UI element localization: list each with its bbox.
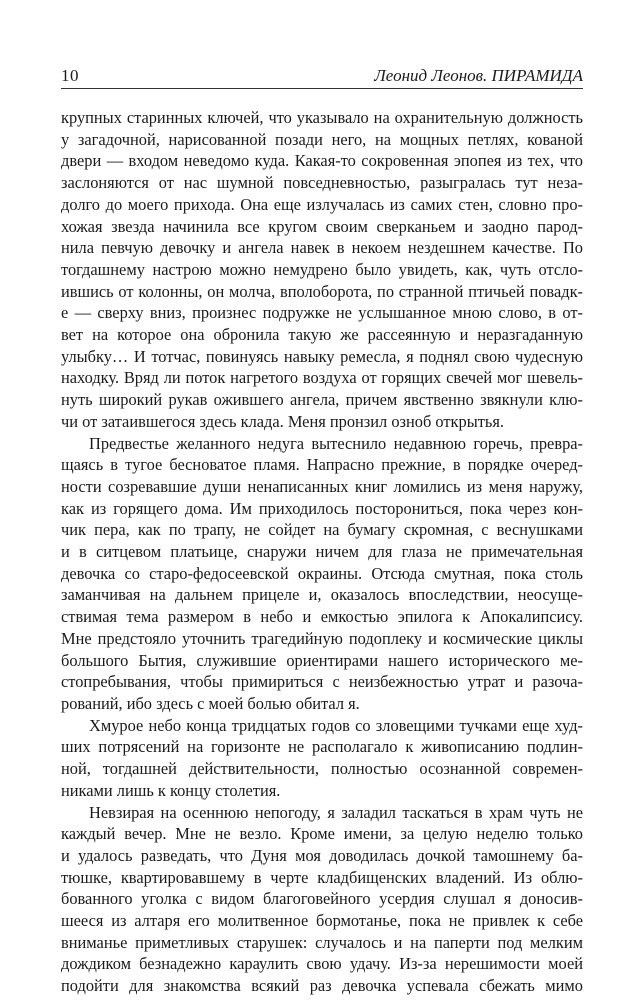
text-line: и удалось разведать, что Дуня моя доводилась дочкой тамошнему ба- [61,845,583,865]
text-line: хожая звезда начинила все кругом своим сверканьем и заодно парод- [61,216,583,236]
text-line: нуть широкий рукав ожившего ангела, причем явственно звякнули клю- [61,390,583,410]
text-line: девочка со старо-федосеевской окраины. Отсюда смутная, пока столь [61,563,583,583]
text-line: вниманье приметливых старушек: случалось и на паперти под мелким [61,932,583,952]
text-line: Невзирая на осеннюю непогоду, я заладил таскаться в храм чуть не [89,802,583,822]
text-line: ной, тогдашней действительности, полностью осознанной современ- [61,759,583,779]
text-line: крупных старинных ключей, что указывало на охранительную должность [61,108,583,127]
text-line: е — сверху вниз, произнес подружке не услышанное мною слово, в от- [61,303,583,323]
page-number: 10 [61,66,79,85]
text-line: Мне предстояло уточнить трагедийную подоплеку и космические циклы [61,628,583,648]
text-line: ившись от колонны, он молча, вполоборота, по странной птичьей повадк- [61,281,583,301]
text-line: бованного уголка с видом благоговейного усердия слушал я доносив- [61,889,583,909]
text-line: ствимая тема размером в небо и емкостью эпилога к Апокалипсису. [61,607,583,627]
text-line: тюшке, квартировавшему в черте кладбищенских владений. Из облю- [61,867,583,887]
text-line: и в ситцевом платьице, снаружи ничем для глаза не примечательная [61,542,583,562]
text-line: Хмурое небо конца тридцатых годов со зловещими тучками еще худ- [89,715,583,735]
text-line: большого Бытия, служившие ориентирами нашего исторического ме- [61,650,583,670]
book-page [61,0,583,1000]
text-line: нила певчую девочку и ангела навек в некоем нездешнем качестве. По [61,238,583,258]
body-text [61,107,583,997]
text-line: ности созревавшие души ненаписанных книг ломились из меня наружу, [61,476,583,496]
text-line: долго до моего прихода. Она еще излучалась из самих стен, словно про- [61,194,583,214]
running-header [61,62,583,89]
text-line: у загадочной, нарисованной позади него, на мощных петлях, кованой [61,129,583,149]
text-line: дождиком безнадежно караулить свою удачу. Из-за нерешимости моей [61,954,583,974]
text-line: никами лишь к концу столетия. [61,780,281,800]
text-line: вет на которое она обронила такую же рассеянную и неразгаданную [61,325,583,345]
text-line: подойти для знакомства всякий раз девочка успевала сбежать мимо [61,976,583,996]
text-line: двери — входом неведомо куда. Какая-то сокровенная эпопея из тех, что [61,151,583,171]
text-line: Предвестье желанного недуга вытеснило недавнюю горечь, превра- [89,433,583,453]
running-title: Леонид Леонов. ПИРАМИДА [374,66,583,85]
text-line: заслоняются от нас шумной повседневностью, разыгралась тут неза- [61,173,583,193]
text-line: заманчивая на дальнем прицеле и, оказалось впоследствии, неосуще- [61,585,583,605]
text-line: находку. Вряд ли поток нагретого воздуха от горящих свечей мог шевель- [61,368,583,388]
text-line: ших потрясений на горизонте не располагало к живописанию подлин- [61,737,583,757]
text-line: улыбку… И тотчас, повинуясь навыку ремесла, я поднял свою чудесную [61,346,583,366]
text-line: чи от затаившегося здесь клада. Меня пронзил озноб открытья. [61,411,504,431]
text-line: щаясь в тугое бесноватое пламя. Напрасно прежние, в порядке очеред- [61,455,583,475]
text-line: каждый вечер. Мне не везло. Кроме имени, за целую неделю только [61,824,583,844]
text-line: рований, ибо здесь с моей болью обитал я. [61,693,360,713]
text-line: тогдашнему настрою можно немудрено было увидеть, как, чуть отсло- [61,259,583,279]
text-line: как из горящего дома. Им приходилось посторониться, пока через кон- [61,498,583,518]
text-line: чик пера, как по трапу, не сойдет на бумагу скромная, с веснушками [61,520,583,540]
text-line: стопребывания, чтобы примириться с неизбежностью утрат и разоча- [61,672,583,692]
text-line: шееся из алтаря его молитвенное бормотанье, пока не привлек к себе [61,911,583,931]
